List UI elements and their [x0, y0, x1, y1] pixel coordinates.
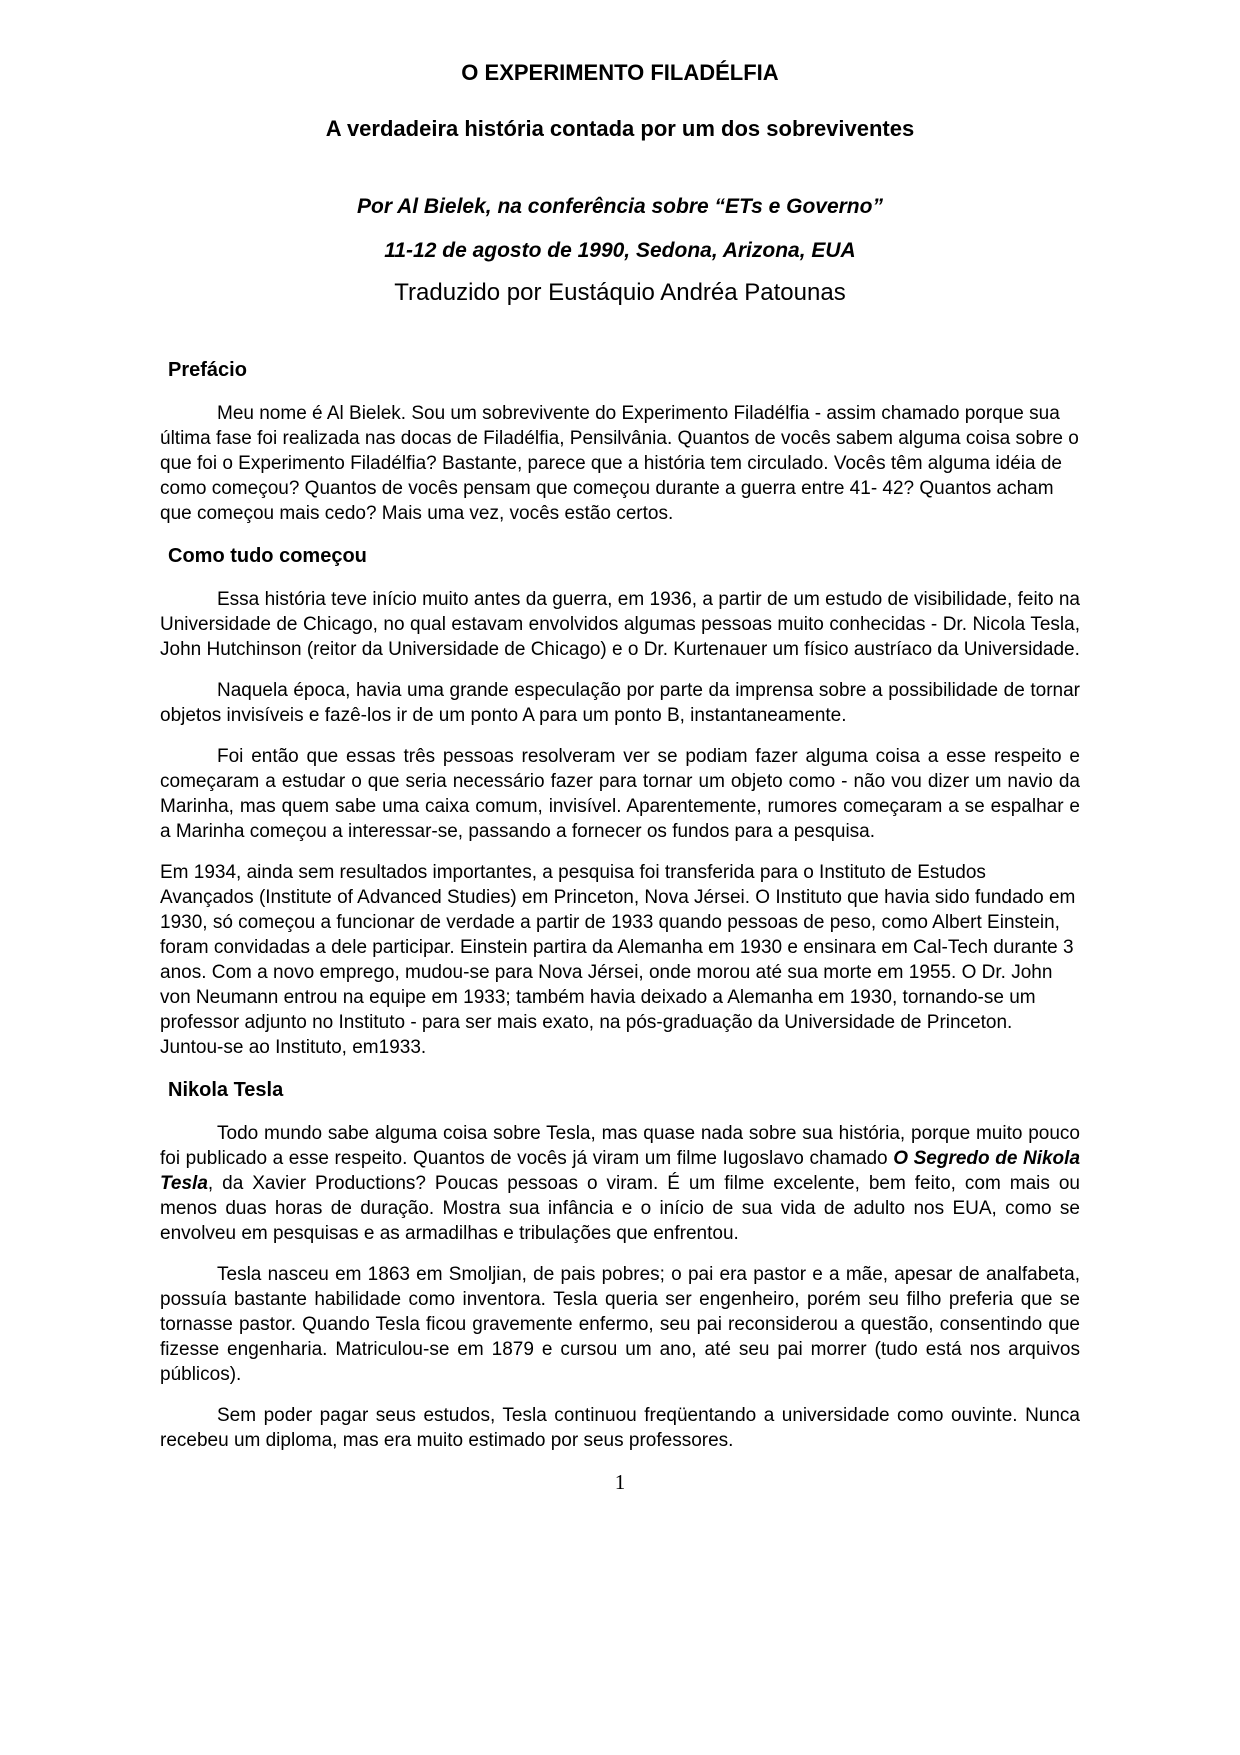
paragraph-text: Todo mundo sabe alguma coisa sobre Tesla, mas quase nada sobre sua história, porque muito pouco foi publicado a esse respeito. Quantos de vocês já viram um filme Iugoslavo chamado — [160, 1123, 1080, 1169]
paragraph — [160, 1403, 1080, 1453]
document-title: O EXPERIMENTO FILADÉLFIA — [461, 60, 779, 85]
section-pref-cio — [160, 358, 1080, 526]
paragraph-text: Naquela época, havia uma grande especulação por parte da imprensa sobre a possibilidade de tornar objetos invisíveis e fazê-los ir de um ponto A para um ponto B, instantaneamente. — [160, 680, 1080, 726]
paragraph — [160, 678, 1080, 728]
paragraph — [160, 860, 1080, 1060]
paragraph-text: Essa história teve início muito antes da guerra, em 1936, a partir de um estudo de visibilidade, feito na Universidade de Chicago, no qual estavam envolvidos algumas pessoas muito conhecidas - Dr. Nicola Tesla, John Hutchinson (reitor da Universidade de Chicago) e o Dr. Kurtenauer um físico austríaco da Universidade. — [160, 589, 1080, 660]
paragraph-text: Foi então que essas três pessoas resolveram ver se podiam fazer alguma coisa a esse respeito e começaram a estudar o que seria necessário fazer para tornar um objeto como - não vou dizer um navio da Marinha, mas quem sabe uma caixa comum, invisível. Aparentemente, rumores começaram a se espalhar e a Marinha começou a interessar-se, passando a fornecer os fundos para a pesquisa. — [160, 746, 1080, 842]
paragraph — [160, 1262, 1080, 1387]
paragraph-text: Tesla nasceu em 1863 em Smoljian, de pais pobres; o pai era pastor e a mãe, apesar de analfabeta, possuía bastante habilidade como inventora. Tesla queria ser engenheiro, porém seu filho preferia que se tornasse pastor. Quando Tesla ficou gravemente enfermo, seu pai reconsiderou a questão, consentindo que fizesse engenharia. Matriculou-se em 1879 e cursou um ano, até seu pai morrer (tudo está nos arquivos públicos). — [160, 1264, 1080, 1385]
paragraph — [160, 587, 1080, 662]
event-date: 11-12 de agosto de 1990, Sedona, Arizona, EUA — [384, 239, 856, 262]
paragraph — [160, 744, 1080, 844]
section-heading: Nikola Tesla — [168, 1079, 284, 1101]
section-nikola-tesla — [160, 1078, 1080, 1453]
section-como-tudo-come-ou — [160, 544, 1080, 1060]
film-title-emphasis: O Segredo de Nikola Tesla — [160, 1148, 1081, 1194]
paragraph-text: Em 1934, ainda sem resultados importantes, a pesquisa foi transferida para o Instituto de Estudos Avançados (Institute of Advanced Studies) em Princeton, Nova Jérsei. O Instituto que havia sido fundado em 1930, só começou a funcionar de verdade a partir de 1933 quando pessoas de peso, como Albert Einstein, foram convidadas a dele participar. Einstein partira da Alemanha em 1930 e ensinara em Cal-Tech durante 3 anos. Com a novo emprego, mudou-se para Nova Jérsei, onde morou até sua morte em 1955. O Dr. John von Neumann entrou na equipe em 1933; também havia deixado a Alemanha em 1930, tornando-se um professor adjunto no Instituto - para ser mais exato, na pós-graduação da Universidade de Princeton. Juntou-se ao Instituto, em1933. — [160, 862, 1076, 1058]
document-subtitle: A verdadeira história contada por um dos sobreviventes — [325, 116, 915, 141]
paragraph-text: Sem poder pagar seus estudos, Tesla continuou freqüentando a universidade como ouvinte. Nunca recebeu um diploma, mas era muito estimado por seus professores. — [160, 1405, 1080, 1451]
paragraph — [160, 1121, 1080, 1246]
paragraph — [160, 401, 1080, 526]
byline: Por Al Bielek, na conferência sobre “ETs e Governo” — [357, 195, 883, 218]
section-heading: Como tudo começou — [168, 545, 367, 567]
document-body — [160, 358, 1080, 1453]
page-number: 1 — [614, 1470, 626, 1494]
paragraph-text: , da Xavier Productions? Poucas pessoas o viram. É um filme excelente, bem feito, com mais ou menos duas horas de duração. Mostra sua infância e o início de sua vida de adulto nos EUA, como se envolveu em pesquisas e as armadilhas e tribulações que enfrentou. — [160, 1173, 1080, 1244]
paragraph-text: Meu nome é Al Bielek. Sou um sobrevivente do Experimento Filadélfia - assim chamado porque sua última fase foi realizada nas docas de Filadélfia, Pensilvânia. Quantos de vocês sabem alguma coisa sobre o que foi o Experimento Filadélfia? Bastante, parece que a história tem circulado. Vocês têm alguma idéia de como começou? Quantos de vocês pensam que começou durante a guerra entre 41- 42? Quantos acham que começou mais cedo? Mais uma vez, vocês estão certos. — [160, 403, 1079, 524]
section-heading: Prefácio — [168, 359, 247, 381]
translator-credit: Traduzido por Eustáquio Andréa Patounas — [394, 279, 846, 306]
